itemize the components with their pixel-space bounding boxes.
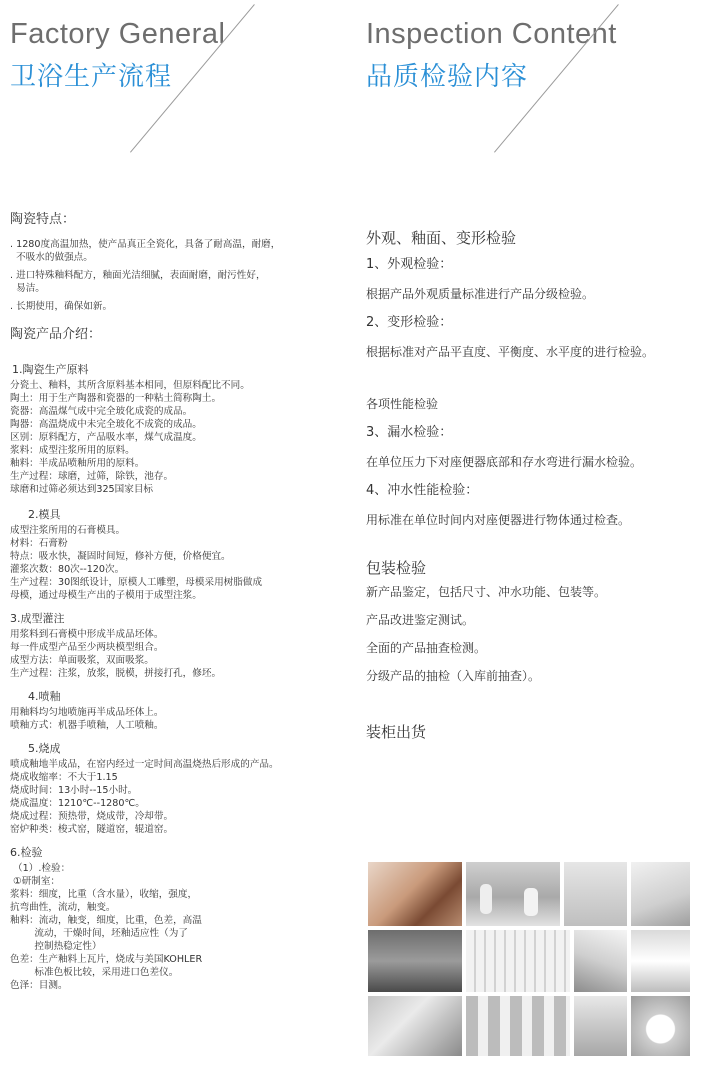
ceramic-section-title: 3.成型灌注 (10, 612, 65, 625)
ceramic-section (10, 508, 340, 602)
item3-title: 3、漏水检验： (366, 425, 453, 440)
photo-glazing-line (368, 930, 462, 992)
packing-inspection-item: 产品改进鉴定测试。 (366, 613, 475, 627)
ceramic-section-line: 母模，通过母模生产出的子模用于成型注浆。 (10, 590, 202, 601)
ceramic-section (10, 690, 340, 732)
ceramic-feature-item: . 1280度高温加热，使产品真正全瓷化，具备了耐高温，耐磨， 不吸水的做强点。 (10, 239, 281, 263)
packing-inspection-item: 分级产品的抽检（入库前抽查）。 (366, 669, 541, 683)
header-left-zh: 卫浴生产流程 (10, 62, 173, 92)
ceramic-section (10, 846, 340, 992)
photo-production-hall (466, 996, 570, 1056)
ceramic-section-line: 成型方法：单面吸浆，双面吸浆。 (10, 655, 154, 666)
photo-mold-room (564, 862, 627, 926)
ceramic-section-line: 喷成釉地半成品，在窑内经过一定时间高温烧热后形成的产品。 (10, 759, 279, 770)
ceramic-section-line: 喷釉方式：机器手喷釉，人工喷釉。 (10, 720, 164, 731)
ceramic-section-title: 6.检验 (10, 846, 43, 859)
ceramic-section-line: 釉料：流动，触变，细度，比重，色差，高温 (10, 915, 202, 926)
header-left-en: Factory General (10, 18, 226, 50)
ceramic-section-title: 2.模具 (28, 508, 61, 521)
ceramic-section-line: （1）.检验： (10, 863, 71, 874)
performance-inspection-title: 各项性能检验 (366, 397, 439, 411)
ceramic-features-title: 陶瓷特点： (10, 212, 76, 227)
photo-kiln-carts (466, 930, 570, 992)
photo-warehouse (368, 996, 462, 1056)
ceramic-section-title: 4.喷釉 (28, 690, 61, 703)
ceramic-section-line: 浆料：细度，比重（含水量），收缩，强度， (10, 889, 198, 900)
item2-title: 2、变形检验： (366, 315, 453, 330)
ceramic-section-line: 生产过程：球磨，过筛，除铁，池存。 (10, 471, 174, 482)
header-right-zh: 品质检验内容 (366, 62, 529, 92)
ceramic-section-line: 烧成时间：13小时--15小时。 (10, 785, 138, 796)
ceramic-section (10, 363, 340, 496)
ceramic-section-line: 材料：石膏粉 (10, 538, 68, 549)
item4-text: 用标准在单位时间内对座便器进行物体通过检查。 (366, 513, 631, 527)
photo-workers-molding (466, 862, 560, 926)
ceramic-section-line: 特点：吸水快，凝固时间短，修补方便，价格便宜。 (10, 551, 231, 562)
ceramic-section-line: 区别：原料配方，产品吸水率，煤气成温度。 (10, 432, 202, 443)
ceramic-section-line: 陶器：高温烧成中未完全玻化不成瓷的成品。 (10, 419, 202, 430)
item1-title: 1、外观检验： (366, 257, 453, 272)
ceramic-section (10, 612, 340, 680)
photo-clay-pour (368, 862, 462, 926)
ceramic-section-line: 釉料：半成品喷釉所用的原料。 (10, 458, 145, 469)
photo-toilet-top (631, 996, 690, 1056)
factory-photo-collage (368, 862, 690, 1056)
ceramic-process-column (10, 212, 340, 992)
item1-text: 根据产品外观质量标准进行产品分级检验。 (366, 287, 595, 301)
photo-toilet-tank (631, 862, 690, 926)
ceramic-section-line: 陶土：用于生产陶器和瓷器的一种粘土简称陶土。 (10, 393, 222, 404)
ceramic-section-line: 灌浆次数：80次--120次。 (10, 564, 125, 575)
item2-text: 根据标准对产品平直度、平衡度、水平度的进行检验。 (366, 345, 655, 359)
ceramic-section-line: 用釉料均匀地喷施再半成品坯体上。 (10, 707, 164, 718)
ceramic-intro-title: 陶瓷产品介绍： (10, 327, 102, 342)
ceramic-section-line: 瓷器：高温煤气成中完全玻化成瓷的成品。 (10, 406, 193, 417)
ceramic-section (10, 742, 340, 836)
ceramic-section-line: 生产过程：注浆，放浆，脱模，拼接打孔，修坯。 (10, 668, 222, 679)
ceramic-section-line: 控制热稳定性） (10, 941, 102, 952)
header-right-en: Inspection Content (366, 18, 617, 50)
ceramic-section-line: 抗弯曲性，流动，触变。 (10, 902, 116, 913)
photo-toilet-bowl (631, 930, 690, 992)
inspection-column (366, 228, 696, 742)
ceramic-section-title: 1.陶瓷生产原料 (12, 363, 89, 376)
ceramic-section-line: 烧成温度：1210℃--1280℃。 (10, 798, 145, 809)
ceramic-feature-item: . 长期使用，确保如新。 (10, 301, 113, 312)
ceramic-section-line: 标准色板比较，采用进口色差仪。 (10, 967, 179, 978)
ceramic-section-line: 烧成过程：预热带，烧成带，冷却带。 (10, 811, 174, 822)
ceramic-section-line: ①研制室： (10, 876, 61, 887)
item3-text: 在单位压力下对座便器底部和存水弯进行漏水检验。 (366, 455, 643, 469)
ceramic-section-line: 分瓷土、釉料，其所含原料基本相同，但原料配比不同。 (10, 380, 250, 391)
photo-packaging (574, 996, 627, 1056)
ceramic-feature-item: . 进口特殊釉料配方，釉面光洁细腻，表面耐磨，耐污性好， 易洁。 (10, 270, 266, 294)
ceramic-section-line: 成型注浆所用的石膏模具。 (10, 525, 126, 536)
ceramic-section-line: 每一件成型产品至少两块模型组合。 (10, 642, 164, 653)
packing-inspection-list (366, 584, 696, 684)
ceramic-section-line: 生产过程：30图纸设计，原模人工雕塑，母模采用树脂做成 (10, 577, 263, 588)
ceramic-section-line: 色泽：目测。 (10, 980, 68, 991)
photo-sink-inspection (574, 930, 627, 992)
ceramic-section-line: 用浆料到石膏模中形成半成品坯体。 (10, 629, 164, 640)
ceramic-section-line: 流动，干燥时间，坯釉适应性（为了 (10, 928, 188, 939)
ceramic-section-line: 烧成收缩率：不大于1.15 (10, 772, 118, 783)
ceramic-features-list (10, 238, 340, 313)
packing-inspection-title: 包装检验 (366, 559, 427, 577)
ceramic-section-line: 色差：生产釉料上瓦片，烧成与美国KOHLER (10, 954, 203, 965)
ceramic-section-title: 5.烧成 (28, 742, 61, 755)
ceramic-sections (10, 363, 340, 992)
ceramic-section-line: 球磨和过筛必须达到325国家目标 (10, 484, 154, 495)
packing-inspection-item: 全面的产品抽查检测。 (366, 641, 487, 655)
packing-inspection-item: 新产品鉴定，包括尺寸、冲水功能、包装等。 (366, 585, 607, 599)
item4-title: 4、冲水性能检验： (366, 483, 479, 498)
ceramic-section-line: 浆料：成型注浆所用的原料。 (10, 445, 135, 456)
shipping-title: 装柜出货 (366, 723, 427, 741)
appearance-inspection-title: 外观、釉面、变形检验 (366, 229, 517, 247)
ceramic-section-line: 窑炉种类：梭式窑，隧道窑，辊道窑。 (10, 824, 174, 835)
